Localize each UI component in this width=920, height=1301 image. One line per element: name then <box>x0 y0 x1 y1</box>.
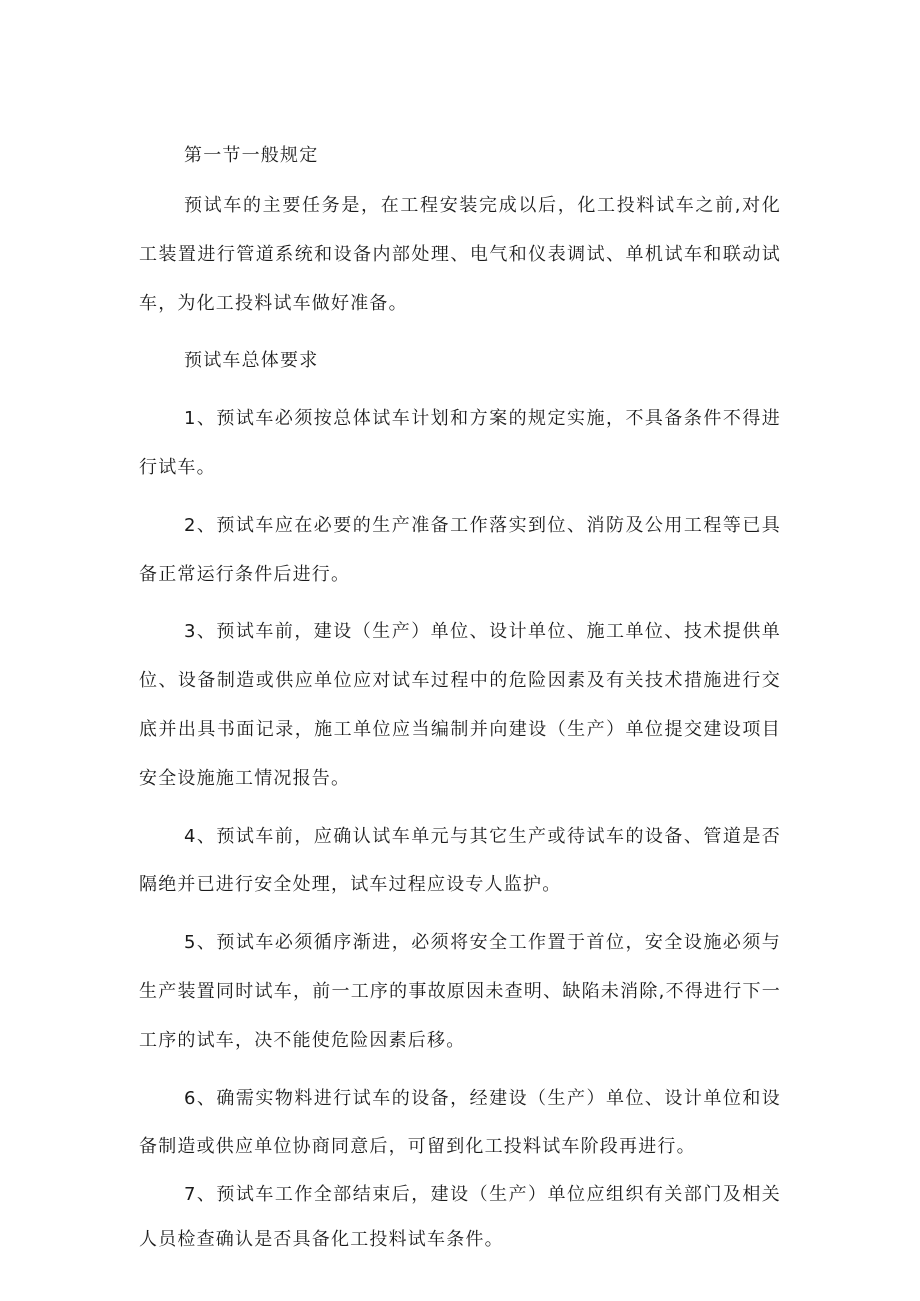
requirement-item-6: 6、确需实物料进行试车的设备，经建设（生产）单位、设计单位和设备制造或供应单位协商同意后，可留到化工投料试车阶段再进行。 <box>139 1087 781 1158</box>
requirement-item-3: 3、预试车前，建设（生产）单位、设计单位、施工单位、技术提供单位、设备制造或供应单位应对试车过程中的危险因素及有关技术措施进行交底并出具书面记录，施工单位应当编制并向建设（生产）单位提交建设项目安全设施施工情况报告。 <box>139 621 781 789</box>
requirement-item-1: 1、预试车必须按总体试车计划和方案的规定实施，不具备条件不得进行试车。 <box>139 408 781 478</box>
requirements-heading: 预试车总体要求 <box>184 350 319 372</box>
document-body <box>139 140 781 1262</box>
requirement-item-2: 2、预试车应在必要的生产准备工作落实到位、消防及公用工程等已具备正常运行条件后进行。 <box>139 514 781 585</box>
intro-paragraph: 预试车的主要任务是，在工程安装完成以后，化工投料试车之前,对化工装置进行管道系统和设备内部处理、电气和仪表调试、单机试车和联动试车，为化工投料试车做好准备。 <box>139 195 781 314</box>
section-title: 第一节一般规定 <box>184 145 319 166</box>
requirement-item-5: 5、预试车必须循序渐进，必须将安全工作置于首位，安全设施必须与生产装置同时试车，前一工序的事故原因未查明、缺陷未消除,不得进行下一工序的试车，决不能使危险因素后移。 <box>139 932 781 1051</box>
requirement-item-4: 4、预试车前，应确认试车单元与其它生产或待试车的设备、管道是否隔绝并已进行安全处理，试车过程应设专人监护。 <box>139 825 781 896</box>
requirement-item-7: 7、预试车工作全部结束后，建设（生产）单位应组织有关部门及相关人员检查确认是否具备化工投料试车条件。 <box>139 1184 781 1251</box>
